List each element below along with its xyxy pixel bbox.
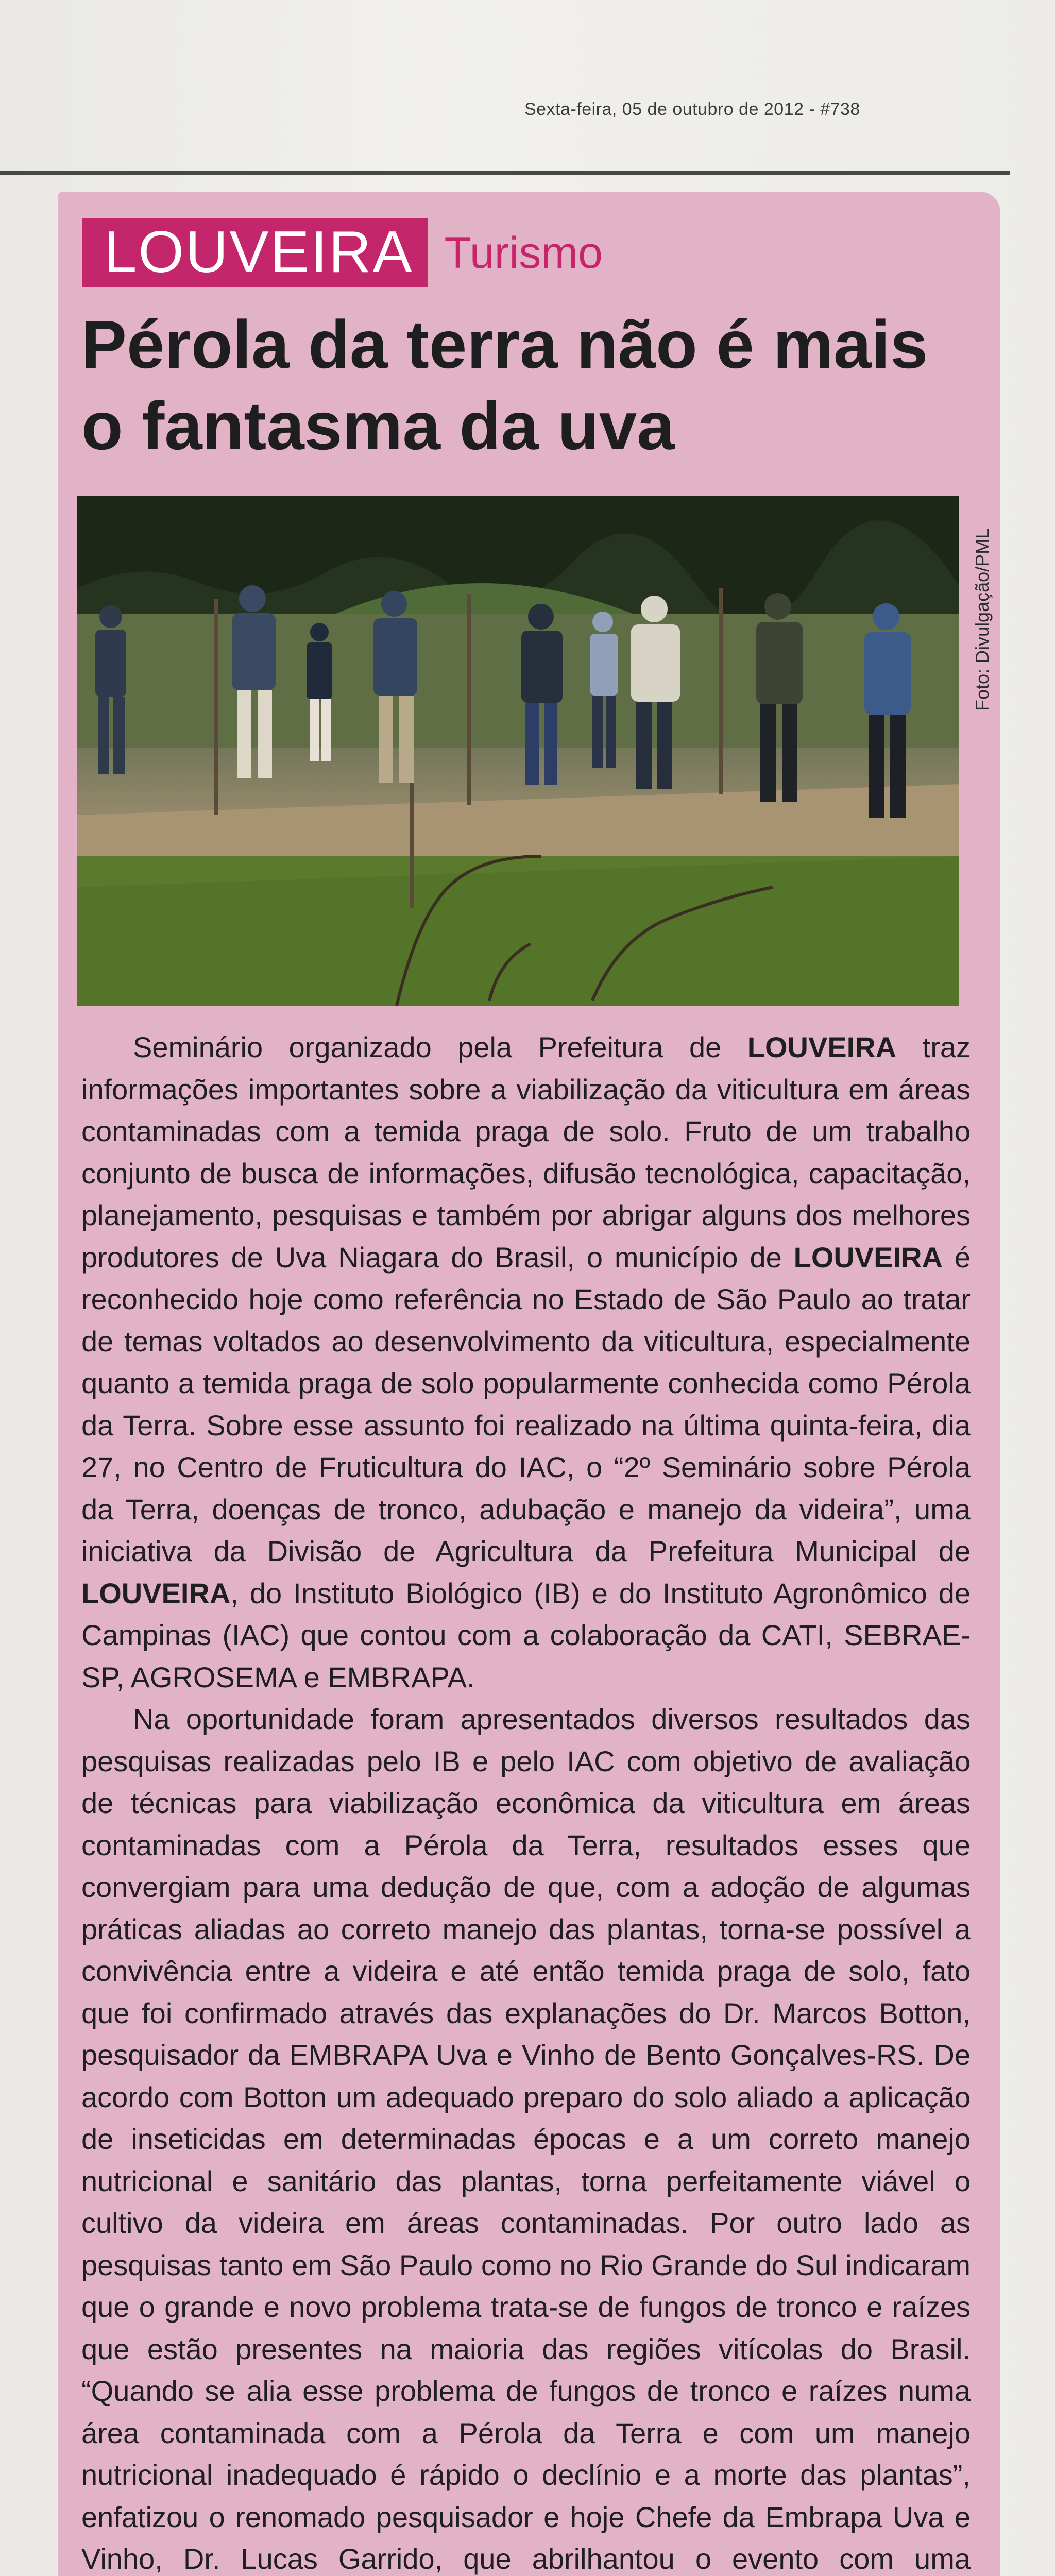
text-run: , do Instituto Biológico (IB) e do Instituto Agronômico de Campinas (IAC) que contou com a colaboração da CATI, SEBRAE-SP, AGROSEMA e EMBRAPA. — [81, 1577, 971, 1693]
headline: Pérola da terra não é mais o fantasma da uva — [81, 307, 928, 464]
article-body — [81, 1026, 971, 2576]
photo-credit: Foto: Divulgação/PML — [972, 528, 993, 711]
highlight-text: LOUVEIRA — [81, 1577, 231, 1609]
text-run: Seminário organizado pela Prefeitura de — [133, 1031, 747, 1063]
dateline: Sexta-feira, 05 de outubro de 2012 - #738 — [524, 99, 860, 119]
header-rule — [0, 171, 1010, 175]
article-photo — [77, 496, 959, 1006]
section-header — [82, 217, 603, 289]
photo-illustration — [77, 496, 959, 1006]
text-run: traz informações importantes sobre a viabilização da viticultura em áreas contaminadas com a temida praga de solo. Fruto de um trabalho conjunto de busca de informações, difusão tecnológica, capacitação, planejamento, pesquisas e também por abrigar alguns dos melhores produtores de Uva Niagara do Brasil, o município de — [81, 1031, 971, 1274]
paragraph — [81, 1026, 971, 1698]
section-subsection: Turismo — [444, 228, 603, 278]
section-label: LOUVEIRA — [82, 218, 428, 287]
paragraph — [81, 1698, 971, 2576]
highlight-text: LOUVEIRA — [747, 1031, 897, 1063]
text-run: é reconhecido hoje como referência no Estado de São Paulo ao tratar de temas voltados ao desenvolvimento da viticultura, especialmente quanto a temida praga de solo popularmente conhecida como Pérola da Terra. Sobre esse assunto foi realizado na última quinta-feira, dia 27, no Centro de Fruticultura do IAC, o “2º Seminário sobre Pérola da Terra, doenças de tronco, adubação e manejo da videira”, uma iniciativa da Divisão de Agricultura da Prefeitura Municipal de — [81, 1241, 971, 1567]
highlight-text: LOUVEIRA — [793, 1241, 943, 1274]
text-run: Na oportunidade foram apresentados diversos resultados das pesquisas realizadas pelo IB e pelo IAC com objetivo de avaliação de técnicas para viabilização econômica da viticultura em áreas contaminadas com a Pérola da Terra, resultados esses que convergiam para uma dedução de que, com a adoção de algumas práticas aliadas ao correto manejo das plantas, torna-se possível a convivência entre a videira e até então temida praga de solo, fato que foi confirmado através das explanações do Dr. Marcos Botton, pesquisador da EMBRAPA Uva e Vinho de Bento Gonçalves-RS. De acordo com Botton um adequado preparo do solo aliado a aplicação de inseticidas em determinadas épocas e a um correto manejo nutricional e sanitário das plantas, torna perfeitamente viável o cultivo da videira em áreas contaminadas. Por outro lado as pesquisas tanto em São Paulo como no Rio Grande do Sul indicaram que o grande e novo problema trata-se de fungos de tronco e raízes que estão presentes na maioria das regiões vitícolas do Brasil. “Quando se alia esse problema de fungos de tronco e raízes numa área contaminada com a Pérola da Terra e com um manejo nutricional inadequado é rápido o declínio e a morte das plantas”, enfatizou o renomado pesquisador e hoje Chefe da Embrapa Uva e Vinho, Dr. Lucas Garrido, que abrilhantou o evento com uma — [81, 1703, 971, 2575]
